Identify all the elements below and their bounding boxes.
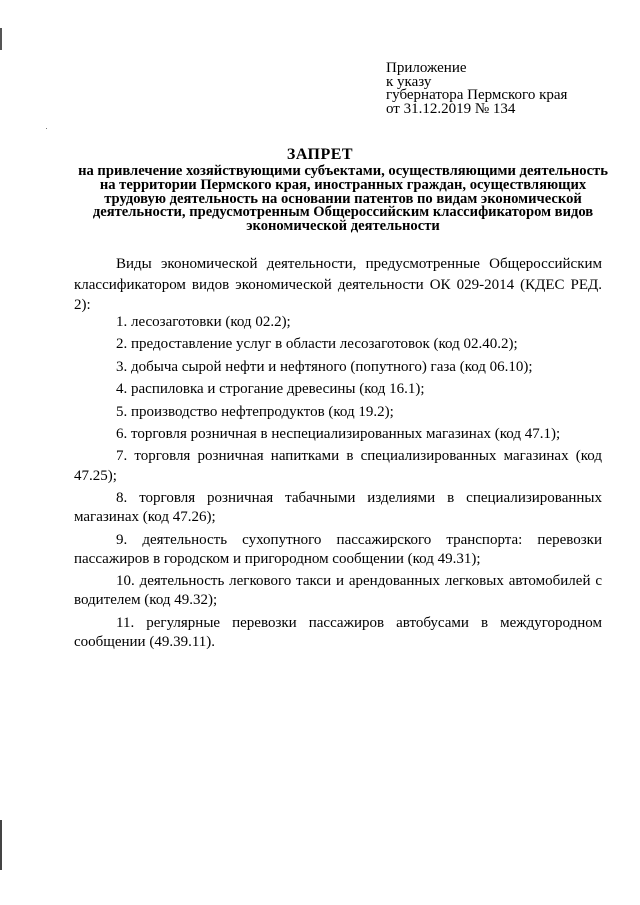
- list-item: 8. торговля розничная табачными изделиями в специализированных магазинах (код 47.26);: [74, 489, 602, 526]
- list-item: 2. предоставление услуг в области лесозаготовок (код 02.40.2);: [116, 336, 518, 353]
- list-item: 1. лесозаготовки (код 02.2);: [116, 314, 291, 330]
- list-item: 11. регулярные перевозки пассажиров автобусами в междугородном сообщении (49.39.11).: [74, 614, 602, 650]
- list-item: 9. деятельность сухопутного пассажирского транспорта: перевозки пассажиров в городском и пригородном сообщении (код 49.31);: [74, 531, 602, 567]
- intro-paragraph: Виды экономической деятельности, предусмотренные Общероссийским классификатором видов экономической деятельности ОК 029-2014 (КДЕС РЕД. 2):: [74, 256, 602, 314]
- appendix-line-1: Приложение: [386, 60, 467, 76]
- activity-list: [74, 313, 602, 655]
- appendix-header: [386, 62, 567, 116]
- document-title: ЗАПРЕТ: [286, 146, 354, 163]
- scan-edge-mark-top: [0, 28, 2, 50]
- scan-edge-mark-bottom: [0, 820, 2, 870]
- list-item: 10. деятельность легкового такси и арендованных легковых автомобилей с водителем (код 49.32);: [74, 573, 602, 609]
- list-item: 3. добыча сырой нефти и нефтяного (попутного) газа (код 06.10);: [116, 358, 533, 375]
- appendix-line-4: от 31.12.2019 № 134: [386, 100, 516, 117]
- list-item: 4. распиловка и строгание древесины (код 16.1);: [116, 381, 425, 398]
- list-item: 7. торговля розничная напитками в специализированных магазинах (код 47.25);: [74, 448, 602, 484]
- appendix-line-3: губернатора Пермского края: [386, 87, 568, 103]
- scan-speck: [46, 128, 47, 129]
- appendix-line-2: к указу: [386, 73, 432, 90]
- list-item: 5. производство нефтепродуктов (код 19.2);: [116, 403, 394, 420]
- list-item: 6. торговля розничная в неспециализированных магазинах (код 47.1);: [116, 425, 561, 442]
- document-subtitle: на привлечение хозяйствующими субъектами, осуществляющими деятельность на территории Пермского края, иностранных граждан, осуществляющих трудовую деятельность на основании патентов по видам экономической деятельности, предусмотренным Общероссийским классификатором видов экономической деятельности: [78, 163, 608, 235]
